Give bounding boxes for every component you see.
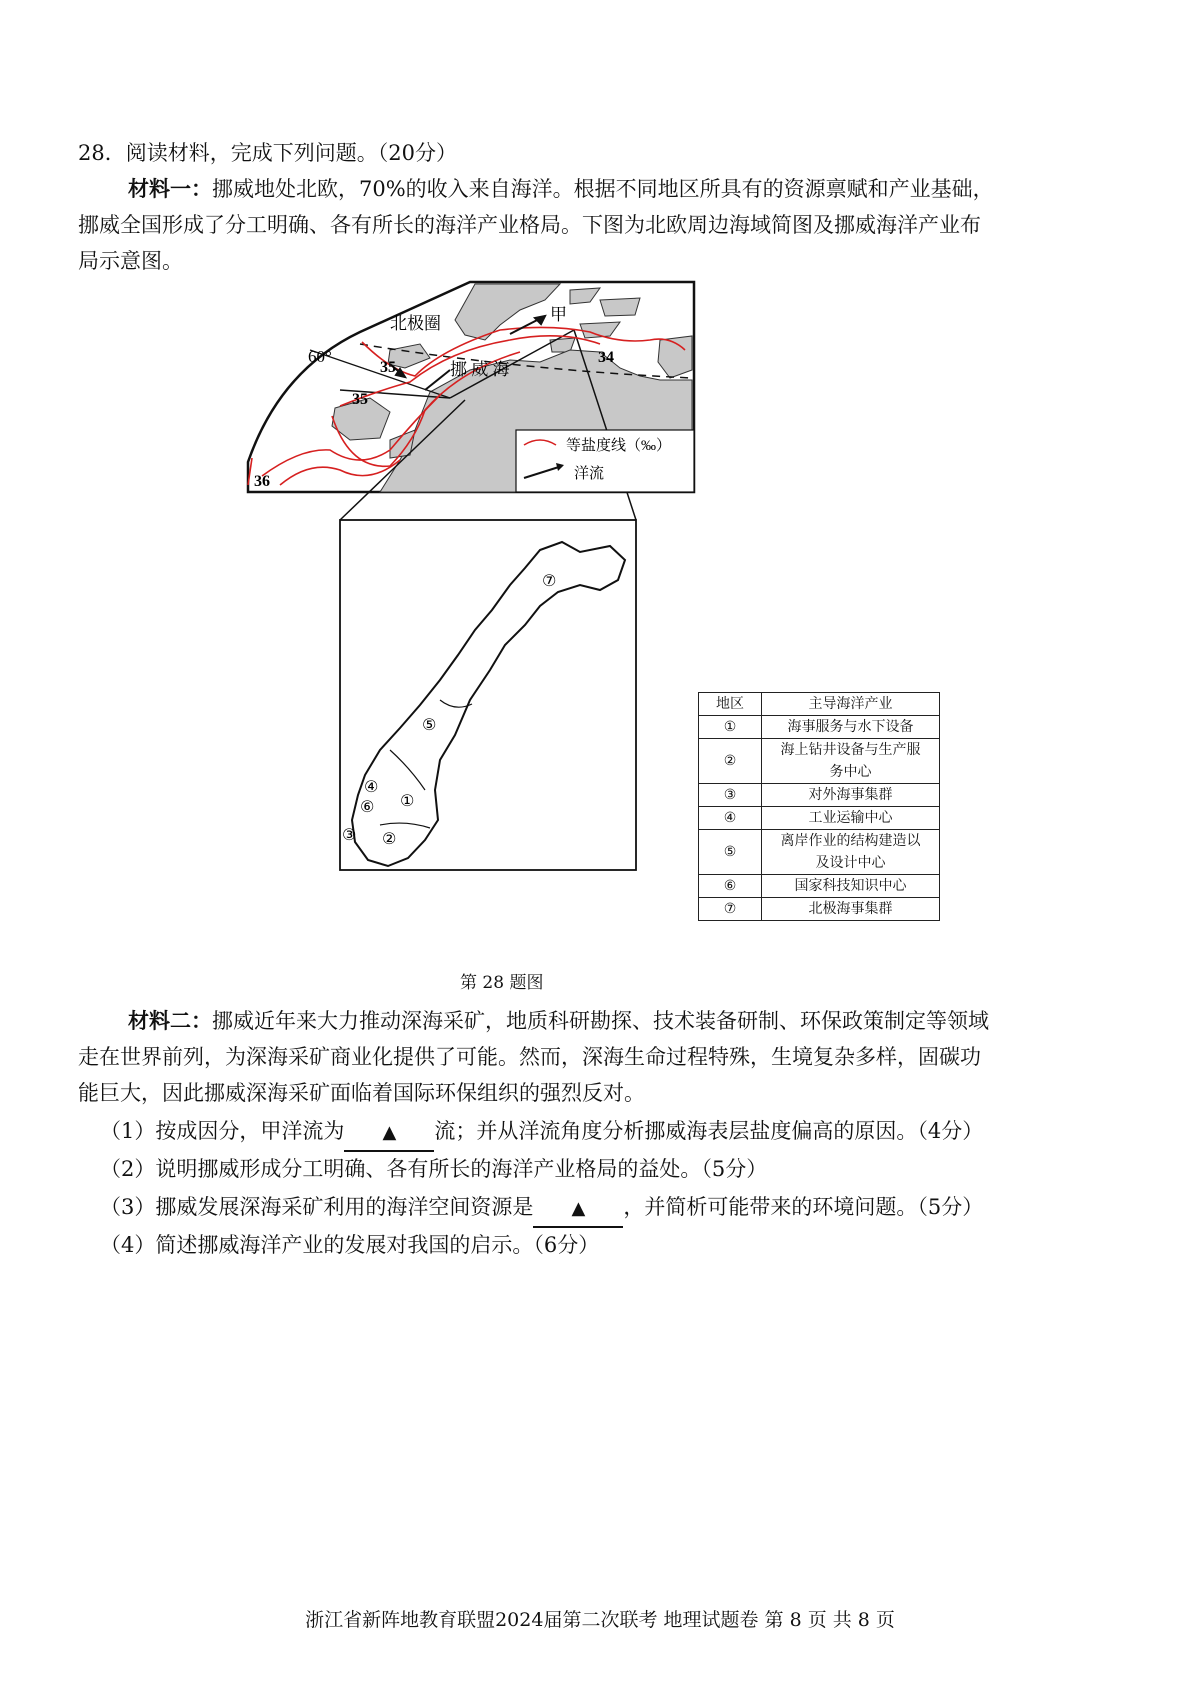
lat60-label: 60°	[308, 347, 332, 366]
sub-question-2: （2）说明挪威形成分工明确、各有所长的海洋产业格局的益处。（5分）	[100, 1157, 768, 1181]
table-cell-region: ④	[699, 807, 762, 830]
table-cell-region: ⑦	[699, 898, 762, 921]
table-cell-region: ⑤	[699, 830, 762, 875]
material2-line1	[128, 1004, 1138, 1038]
answer-blank-3[interactable]: ▲	[533, 1192, 623, 1228]
figure-caption: 第 28 题图	[460, 973, 544, 993]
material1-line2: 挪威全国形成了分工明确、各有所长的海洋产业格局。下图为北欧周边海域简图及挪威海洋产业布	[78, 213, 981, 237]
region-3-marker: ③	[342, 825, 357, 844]
table-header-region: 地区	[699, 693, 762, 716]
regional-map	[248, 282, 694, 520]
sub-question-1-post: 流；并从洋流角度分析挪威海表层盐度偏高的原因。（4分）	[434, 1119, 984, 1143]
table-row	[699, 716, 940, 739]
table-cell-industry: 工业运输中心	[762, 807, 940, 830]
table-cell-region: ①	[699, 716, 762, 739]
material2-line3: 能巨大，因此挪威深海采矿面临着国际环保组织的强烈反对。	[78, 1081, 645, 1105]
table-row	[699, 898, 940, 921]
table-cell-region: ②	[699, 739, 762, 784]
table-cell-region: ③	[699, 784, 762, 807]
sub-question-3-post: ，并简析可能带来的环境问题。（5分）	[623, 1195, 984, 1219]
map-legend	[516, 430, 694, 492]
material2-label: 材料二：	[128, 1008, 212, 1033]
region-6-marker: ⑥	[360, 797, 375, 816]
sub-question-3	[100, 1190, 1160, 1228]
sub-question-4: （4）简述挪威海洋产业的发展对我国的启示。（6分）	[100, 1233, 600, 1257]
region-2-marker: ②	[382, 829, 397, 848]
page-footer: 浙江省新阵地教育联盟2024届第二次联考 地理试题卷 第 8 页 共 8 页	[305, 1609, 895, 1631]
material2-line2: 走在世界前列，为深海采矿商业化提供了可能。然而，深海生命过程特殊，生境复杂多样，固碳功	[78, 1045, 981, 1069]
current-jia-label: 甲	[550, 305, 567, 324]
table-cell-industry: 国家科技知识中心	[762, 875, 940, 898]
sub-question-1-pre: （1）按成因分，甲洋流为	[100, 1119, 345, 1143]
material2-text1: 挪威近年来大力推动深海采矿，地质科研勘探、技术装备研制、环保政策制定等领域	[212, 1009, 989, 1033]
table-header-row	[699, 693, 940, 716]
iso35a-label: 35	[380, 359, 396, 376]
legend-isohaline: 等盐度线（‰）	[566, 438, 672, 454]
region-7-marker: ⑦	[542, 571, 557, 590]
material1-line3: 局示意图。	[78, 249, 183, 273]
material1-text1: 挪威地处北欧，70%的收入来自海洋。根据不同地区所具有的资源禀赋和产业基础，	[212, 177, 994, 201]
table-row	[699, 830, 940, 875]
norway-inset	[340, 520, 636, 870]
answer-blank-1[interactable]: ▲	[344, 1116, 434, 1152]
iso36-label: 36	[254, 473, 270, 490]
iso34-label: 34	[598, 349, 614, 366]
table-row	[699, 784, 940, 807]
industry-table	[698, 692, 940, 921]
material1-label: 材料一：	[128, 176, 212, 201]
region-5-marker: ⑤	[422, 715, 437, 734]
table-cell-industry: 对外海事集群	[762, 784, 940, 807]
table-cell-industry: 海事服务与水下设备	[762, 716, 940, 739]
arctic-circle-label: 北极圈	[390, 314, 441, 333]
table-cell-region: ⑥	[699, 875, 762, 898]
table-row	[699, 739, 940, 784]
region-4-marker: ④	[364, 777, 379, 796]
table-header-industry: 主导海洋产业	[762, 693, 940, 716]
legend-current: 洋流	[574, 466, 605, 482]
region-1-marker: ①	[400, 791, 415, 810]
sub-question-3-pre: （3）挪威发展深海采矿利用的海洋空间资源是	[100, 1195, 534, 1219]
table-cell-industry: 北极海事集群	[762, 898, 940, 921]
question-title: 28．阅读材料，完成下列问题。（20分）	[78, 141, 457, 165]
table-row	[699, 875, 940, 898]
iso35b-label: 35	[352, 391, 368, 408]
sub-question-1	[100, 1114, 1160, 1152]
table-cell-industry: 海上钻井设备与生产服务中心	[762, 739, 940, 784]
table-row	[699, 807, 940, 830]
material1-line1	[128, 172, 1138, 206]
table-cell-industry: 离岸作业的结构建造以及设计中心	[762, 830, 940, 875]
sea-label: 挪 威 海	[450, 360, 510, 379]
